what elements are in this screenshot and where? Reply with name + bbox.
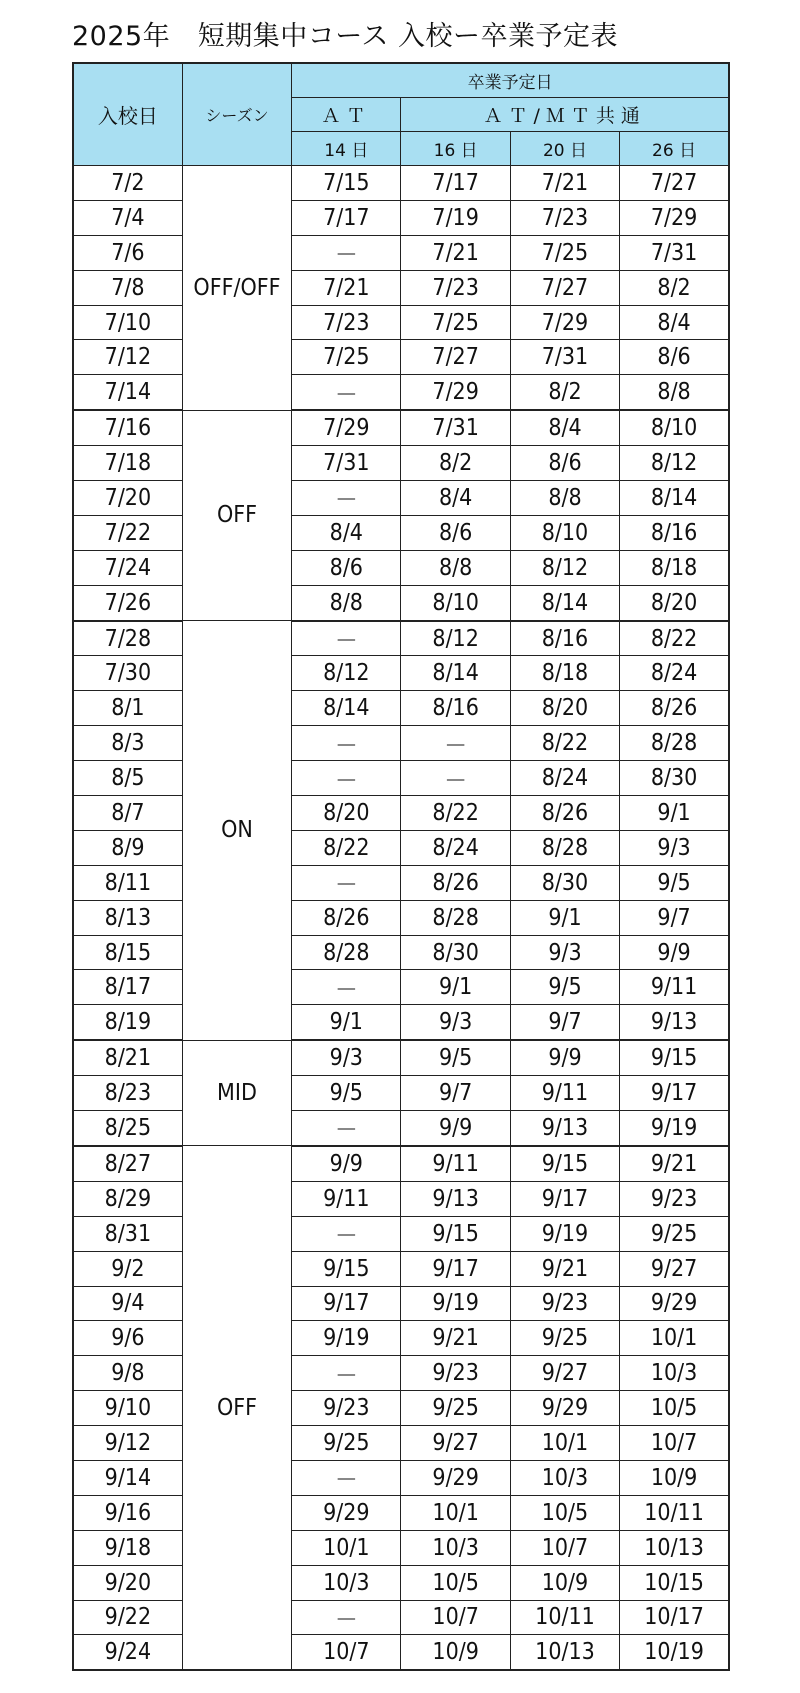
grad-14-day-cell: 10/3 xyxy=(292,1565,401,1600)
grad-14-day-cell: 7/31 xyxy=(292,446,401,481)
season-label: OFF/OFF xyxy=(182,166,291,411)
table-row xyxy=(73,1530,729,1565)
grad-26-day-cell: 7/27 xyxy=(620,166,729,201)
grad-20-day-cell: 10/13 xyxy=(510,1635,619,1670)
grad-14-day-cell: 9/5 xyxy=(292,1076,401,1111)
enroll-date-cell: 9/16 xyxy=(73,1495,182,1530)
grad-26-day-cell: 10/9 xyxy=(620,1460,729,1495)
grad-26-day-cell: 9/5 xyxy=(620,865,729,900)
grad-16-day-cell: 9/5 xyxy=(401,1040,510,1075)
enroll-date-cell: 9/18 xyxy=(73,1530,182,1565)
grad-16-day-cell: － xyxy=(401,726,510,761)
table-row xyxy=(73,515,729,550)
table-row xyxy=(73,375,729,410)
enroll-date-cell: 9/8 xyxy=(73,1356,182,1391)
grad-14-day-cell: 9/25 xyxy=(292,1426,401,1461)
grad-14-day-cell: 8/20 xyxy=(292,796,401,831)
enroll-date-cell: 9/4 xyxy=(73,1286,182,1321)
table-row xyxy=(73,1495,729,1530)
grad-14-day-cell: － xyxy=(292,1460,401,1495)
table-row xyxy=(73,270,729,305)
page-title: 2025年 短期集中コース 入校ー卒業予定表 xyxy=(72,21,618,52)
grad-16-day-cell: 9/13 xyxy=(401,1181,510,1216)
grad-14-day-cell: 7/29 xyxy=(292,410,401,445)
grad-14-day-cell: 9/17 xyxy=(292,1286,401,1321)
grad-16-day-cell: 8/6 xyxy=(401,515,510,550)
grad-26-day-cell: 9/1 xyxy=(620,796,729,831)
table-row xyxy=(73,1005,729,1040)
enroll-date-cell: 8/3 xyxy=(73,726,182,761)
grad-16-day-cell: 9/9 xyxy=(401,1111,510,1146)
grad-20-day-cell: 10/1 xyxy=(510,1426,619,1461)
enroll-date-cell: 8/15 xyxy=(73,935,182,970)
grad-26-day-cell: 8/22 xyxy=(620,621,729,656)
grad-26-day-cell: 9/15 xyxy=(620,1040,729,1075)
grad-26-day-cell: 9/27 xyxy=(620,1251,729,1286)
table-row xyxy=(73,1635,729,1670)
grad-14-day-cell: 8/26 xyxy=(292,900,401,935)
grad-20-day-cell: 8/12 xyxy=(510,550,619,585)
grad-16-day-cell: 10/3 xyxy=(401,1530,510,1565)
table-row xyxy=(73,970,729,1005)
table-row xyxy=(73,1426,729,1461)
grad-20-day-cell: 10/11 xyxy=(510,1600,619,1635)
grad-14-day-cell: 9/1 xyxy=(292,1005,401,1040)
grad-14-day-cell: 8/28 xyxy=(292,935,401,970)
grad-20-day-cell: 9/27 xyxy=(510,1356,619,1391)
table-row xyxy=(73,1460,729,1495)
grad-16-day-cell: 8/12 xyxy=(401,621,510,656)
grad-20-day-cell: 8/4 xyxy=(510,410,619,445)
grad-20-day-cell: 8/30 xyxy=(510,865,619,900)
grad-20-day-cell: 9/23 xyxy=(510,1286,619,1321)
grad-14-day-cell: 10/7 xyxy=(292,1635,401,1670)
grad-16-day-cell: 7/31 xyxy=(401,410,510,445)
grad-16-day-cell: 8/8 xyxy=(401,550,510,585)
grad-20-day-cell: 8/28 xyxy=(510,830,619,865)
grad-16-day-cell: 10/9 xyxy=(401,1635,510,1670)
grad-20-day-cell: 7/23 xyxy=(510,200,619,235)
grad-20-day-cell: 9/29 xyxy=(510,1391,619,1426)
grad-20-day-cell: 7/27 xyxy=(510,270,619,305)
days-header-20: 20 日 xyxy=(510,132,619,166)
table-row xyxy=(73,1391,729,1426)
graduation-date-header: 卒業予定日 xyxy=(292,63,729,98)
grad-26-day-cell: 8/20 xyxy=(620,585,729,620)
grad-14-day-cell: 9/29 xyxy=(292,1495,401,1530)
enroll-date-cell: 8/5 xyxy=(73,761,182,796)
grad-20-day-cell: 9/7 xyxy=(510,1005,619,1040)
table-row xyxy=(73,1600,729,1635)
grad-20-day-cell: 9/5 xyxy=(510,970,619,1005)
grad-14-day-cell: 9/15 xyxy=(292,1251,401,1286)
enroll-date-cell: 9/10 xyxy=(73,1391,182,1426)
grad-16-day-cell: 8/16 xyxy=(401,691,510,726)
grad-20-day-cell: 8/22 xyxy=(510,726,619,761)
grad-16-day-cell: 8/22 xyxy=(401,796,510,831)
enroll-date-cell: 7/12 xyxy=(73,340,182,375)
table-row xyxy=(73,656,729,691)
enroll-date-cell: 8/31 xyxy=(73,1216,182,1251)
season-header: シーズン xyxy=(182,63,291,166)
enroll-date-cell: 8/29 xyxy=(73,1181,182,1216)
grad-26-day-cell: 8/16 xyxy=(620,515,729,550)
grad-26-day-cell: 10/5 xyxy=(620,1391,729,1426)
table-row xyxy=(73,200,729,235)
grad-26-day-cell: 8/2 xyxy=(620,270,729,305)
table-row xyxy=(73,235,729,270)
grad-26-day-cell: 9/17 xyxy=(620,1076,729,1111)
grad-16-day-cell: － xyxy=(401,761,510,796)
grad-20-day-cell: 10/7 xyxy=(510,1530,619,1565)
grad-26-day-cell: 8/12 xyxy=(620,446,729,481)
grad-20-day-cell: 8/18 xyxy=(510,656,619,691)
days-header-14: 14 日 xyxy=(292,132,401,166)
grad-26-day-cell: 10/3 xyxy=(620,1356,729,1391)
grad-14-day-cell: 8/4 xyxy=(292,515,401,550)
enroll-date-cell: 9/20 xyxy=(73,1565,182,1600)
at-header: ＡＴ xyxy=(292,98,401,132)
table-row xyxy=(73,900,729,935)
table-row xyxy=(73,410,729,445)
grad-16-day-cell: 9/1 xyxy=(401,970,510,1005)
enroll-date-cell: 9/24 xyxy=(73,1635,182,1670)
enroll-date-cell: 8/13 xyxy=(73,900,182,935)
grad-26-day-cell: 10/7 xyxy=(620,1426,729,1461)
grad-16-day-cell: 9/29 xyxy=(401,1460,510,1495)
enroll-date-cell: 7/10 xyxy=(73,305,182,340)
grad-14-day-cell: 9/23 xyxy=(292,1391,401,1426)
enroll-date-cell: 8/23 xyxy=(73,1076,182,1111)
grad-16-day-cell: 8/4 xyxy=(401,481,510,516)
grad-16-day-cell: 10/5 xyxy=(401,1565,510,1600)
enroll-date-cell: 7/22 xyxy=(73,515,182,550)
enroll-date-cell: 7/28 xyxy=(73,621,182,656)
grad-14-day-cell: － xyxy=(292,1111,401,1146)
enroll-date-cell: 7/6 xyxy=(73,235,182,270)
grad-26-day-cell: 9/3 xyxy=(620,830,729,865)
enroll-date-cell: 7/4 xyxy=(73,200,182,235)
enroll-date-cell: 8/21 xyxy=(73,1040,182,1075)
grad-14-day-cell: 8/14 xyxy=(292,691,401,726)
grad-26-day-cell: 10/11 xyxy=(620,1495,729,1530)
days-header-16: 16 日 xyxy=(401,132,510,166)
grad-20-day-cell: 9/13 xyxy=(510,1111,619,1146)
grad-16-day-cell: 10/1 xyxy=(401,1495,510,1530)
grad-16-day-cell: 8/10 xyxy=(401,585,510,620)
grad-20-day-cell: 7/29 xyxy=(510,305,619,340)
grad-14-day-cell: － xyxy=(292,1600,401,1635)
grad-14-day-cell: 10/1 xyxy=(292,1530,401,1565)
grad-16-day-cell: 8/2 xyxy=(401,446,510,481)
table-row xyxy=(73,1040,729,1075)
grad-20-day-cell: 9/25 xyxy=(510,1321,619,1356)
table-row xyxy=(73,1321,729,1356)
enroll-date-cell: 7/20 xyxy=(73,481,182,516)
grad-26-day-cell: 9/9 xyxy=(620,935,729,970)
table-row xyxy=(73,1076,729,1111)
grad-20-day-cell: 9/11 xyxy=(510,1076,619,1111)
enroll-date-cell: 7/24 xyxy=(73,550,182,585)
schedule-table xyxy=(72,62,730,1671)
grad-26-day-cell: 9/29 xyxy=(620,1286,729,1321)
grad-16-day-cell: 8/30 xyxy=(401,935,510,970)
enroll-date-cell: 8/11 xyxy=(73,865,182,900)
grad-16-day-cell: 9/21 xyxy=(401,1321,510,1356)
grad-26-day-cell: 10/13 xyxy=(620,1530,729,1565)
grad-16-day-cell: 9/11 xyxy=(401,1146,510,1181)
grad-16-day-cell: 7/17 xyxy=(401,166,510,201)
grad-20-day-cell: 8/14 xyxy=(510,585,619,620)
grad-14-day-cell: 9/3 xyxy=(292,1040,401,1075)
table-row xyxy=(73,1356,729,1391)
grad-20-day-cell: 10/5 xyxy=(510,1495,619,1530)
enroll-date-cell: 8/17 xyxy=(73,970,182,1005)
table-row xyxy=(73,550,729,585)
grad-16-day-cell: 9/25 xyxy=(401,1391,510,1426)
grad-14-day-cell: － xyxy=(292,865,401,900)
table-row xyxy=(73,830,729,865)
grad-16-day-cell: 7/27 xyxy=(401,340,510,375)
grad-16-day-cell: 9/15 xyxy=(401,1216,510,1251)
enroll-date-cell: 9/22 xyxy=(73,1600,182,1635)
grad-26-day-cell: 7/29 xyxy=(620,200,729,235)
enroll-date-cell: 8/1 xyxy=(73,691,182,726)
enroll-date-cell: 7/30 xyxy=(73,656,182,691)
grad-14-day-cell: － xyxy=(292,375,401,410)
grad-26-day-cell: 9/13 xyxy=(620,1005,729,1040)
grad-20-day-cell: 9/9 xyxy=(510,1040,619,1075)
enroll-date-cell: 7/8 xyxy=(73,270,182,305)
season-label: OFF xyxy=(182,1146,291,1670)
grad-20-day-cell: 7/25 xyxy=(510,235,619,270)
grad-20-day-cell: 8/26 xyxy=(510,796,619,831)
grad-20-day-cell: 8/10 xyxy=(510,515,619,550)
grad-14-day-cell: － xyxy=(292,1356,401,1391)
grad-14-day-cell: － xyxy=(292,621,401,656)
grad-20-day-cell: 9/17 xyxy=(510,1181,619,1216)
enroll-date-cell: 8/19 xyxy=(73,1005,182,1040)
grad-14-day-cell: 9/11 xyxy=(292,1181,401,1216)
table-row xyxy=(73,691,729,726)
grad-14-day-cell: 9/9 xyxy=(292,1146,401,1181)
grad-26-day-cell: 9/25 xyxy=(620,1216,729,1251)
enroll-date-cell: 7/2 xyxy=(73,166,182,201)
table-row xyxy=(73,585,729,620)
grad-14-day-cell: 7/23 xyxy=(292,305,401,340)
grad-16-day-cell: 8/28 xyxy=(401,900,510,935)
grad-16-day-cell: 7/21 xyxy=(401,235,510,270)
grad-26-day-cell: 8/18 xyxy=(620,550,729,585)
grad-26-day-cell: 8/24 xyxy=(620,656,729,691)
grad-16-day-cell: 7/19 xyxy=(401,200,510,235)
grad-26-day-cell: 9/21 xyxy=(620,1146,729,1181)
grad-20-day-cell: 10/3 xyxy=(510,1460,619,1495)
table-row xyxy=(73,1111,729,1146)
grad-14-day-cell: － xyxy=(292,1216,401,1251)
grad-14-day-cell: － xyxy=(292,970,401,1005)
at-mt-common-header: ＡＴ/ＭＴ共通 xyxy=(401,98,729,132)
grad-14-day-cell: － xyxy=(292,481,401,516)
grad-26-day-cell: 10/15 xyxy=(620,1565,729,1600)
grad-16-day-cell: 9/23 xyxy=(401,1356,510,1391)
grad-16-day-cell: 9/7 xyxy=(401,1076,510,1111)
enroll-date-cell: 8/25 xyxy=(73,1111,182,1146)
season-label: MID xyxy=(182,1040,291,1146)
grad-26-day-cell: 9/19 xyxy=(620,1111,729,1146)
grad-14-day-cell: － xyxy=(292,761,401,796)
grad-20-day-cell: 9/21 xyxy=(510,1251,619,1286)
grad-20-day-cell: 8/2 xyxy=(510,375,619,410)
table-row xyxy=(73,166,729,201)
grad-16-day-cell: 9/17 xyxy=(401,1251,510,1286)
grad-14-day-cell: 8/6 xyxy=(292,550,401,585)
grad-26-day-cell: 10/1 xyxy=(620,1321,729,1356)
grad-20-day-cell: 9/15 xyxy=(510,1146,619,1181)
grad-20-day-cell: 10/9 xyxy=(510,1565,619,1600)
grad-20-day-cell: 9/19 xyxy=(510,1216,619,1251)
enroll-date-header: 入校日 xyxy=(73,63,182,166)
grad-26-day-cell: 8/6 xyxy=(620,340,729,375)
days-header-26: 26 日 xyxy=(620,132,729,166)
grad-14-day-cell: 8/22 xyxy=(292,830,401,865)
grad-26-day-cell: 9/7 xyxy=(620,900,729,935)
grad-14-day-cell: 7/21 xyxy=(292,270,401,305)
enroll-date-cell: 7/16 xyxy=(73,410,182,445)
grad-14-day-cell: 7/17 xyxy=(292,200,401,235)
grad-20-day-cell: 8/24 xyxy=(510,761,619,796)
grad-26-day-cell: 8/28 xyxy=(620,726,729,761)
season-label: OFF xyxy=(182,410,291,620)
season-label: ON xyxy=(182,621,291,1041)
table-row xyxy=(73,340,729,375)
grad-26-day-cell: 10/17 xyxy=(620,1600,729,1635)
grad-26-day-cell: 9/11 xyxy=(620,970,729,1005)
enroll-date-cell: 9/12 xyxy=(73,1426,182,1461)
grad-26-day-cell: 8/30 xyxy=(620,761,729,796)
grad-20-day-cell: 8/8 xyxy=(510,481,619,516)
grad-16-day-cell: 8/24 xyxy=(401,830,510,865)
table-row xyxy=(73,726,729,761)
grad-14-day-cell: － xyxy=(292,235,401,270)
table-row xyxy=(73,1565,729,1600)
grad-16-day-cell: 7/25 xyxy=(401,305,510,340)
table-row xyxy=(73,1251,729,1286)
grad-16-day-cell: 9/27 xyxy=(401,1426,510,1461)
table-row xyxy=(73,1146,729,1181)
table-row xyxy=(73,1286,729,1321)
grad-26-day-cell: 8/4 xyxy=(620,305,729,340)
grad-20-day-cell: 8/16 xyxy=(510,621,619,656)
table-row xyxy=(73,446,729,481)
grad-16-day-cell: 10/7 xyxy=(401,1600,510,1635)
grad-26-day-cell: 7/31 xyxy=(620,235,729,270)
enroll-date-cell: 9/6 xyxy=(73,1321,182,1356)
table-row xyxy=(73,1216,729,1251)
enroll-date-cell: 7/14 xyxy=(73,375,182,410)
grad-16-day-cell: 9/19 xyxy=(401,1286,510,1321)
table-row xyxy=(73,481,729,516)
grad-26-day-cell: 8/8 xyxy=(620,375,729,410)
grad-16-day-cell: 7/23 xyxy=(401,270,510,305)
grad-16-day-cell: 8/26 xyxy=(401,865,510,900)
enroll-date-cell: 9/14 xyxy=(73,1460,182,1495)
grad-14-day-cell: 8/8 xyxy=(292,585,401,620)
grad-14-day-cell: 7/15 xyxy=(292,166,401,201)
table-row xyxy=(73,1181,729,1216)
grad-26-day-cell: 9/23 xyxy=(620,1181,729,1216)
grad-20-day-cell: 7/21 xyxy=(510,166,619,201)
table-row xyxy=(73,305,729,340)
grad-20-day-cell: 7/31 xyxy=(510,340,619,375)
grad-16-day-cell: 7/29 xyxy=(401,375,510,410)
grad-26-day-cell: 8/14 xyxy=(620,481,729,516)
grad-14-day-cell: 9/19 xyxy=(292,1321,401,1356)
grad-20-day-cell: 8/6 xyxy=(510,446,619,481)
grad-14-day-cell: － xyxy=(292,726,401,761)
enroll-date-cell: 8/7 xyxy=(73,796,182,831)
table-body xyxy=(73,166,729,1671)
grad-16-day-cell: 9/3 xyxy=(401,1005,510,1040)
grad-14-day-cell: 7/25 xyxy=(292,340,401,375)
table-row xyxy=(73,865,729,900)
enroll-date-cell: 8/9 xyxy=(73,830,182,865)
enroll-date-cell: 9/2 xyxy=(73,1251,182,1286)
table-row xyxy=(73,935,729,970)
grad-26-day-cell: 8/10 xyxy=(620,410,729,445)
grad-20-day-cell: 8/20 xyxy=(510,691,619,726)
enroll-date-cell: 7/26 xyxy=(73,585,182,620)
table-row xyxy=(73,796,729,831)
enroll-date-cell: 7/18 xyxy=(73,446,182,481)
grad-26-day-cell: 8/26 xyxy=(620,691,729,726)
grad-14-day-cell: 8/12 xyxy=(292,656,401,691)
grad-20-day-cell: 9/1 xyxy=(510,900,619,935)
grad-20-day-cell: 9/3 xyxy=(510,935,619,970)
grad-16-day-cell: 8/14 xyxy=(401,656,510,691)
table-row xyxy=(73,761,729,796)
enroll-date-cell: 8/27 xyxy=(73,1146,182,1181)
grad-26-day-cell: 10/19 xyxy=(620,1635,729,1670)
table-header xyxy=(73,63,729,166)
table-row xyxy=(73,621,729,656)
